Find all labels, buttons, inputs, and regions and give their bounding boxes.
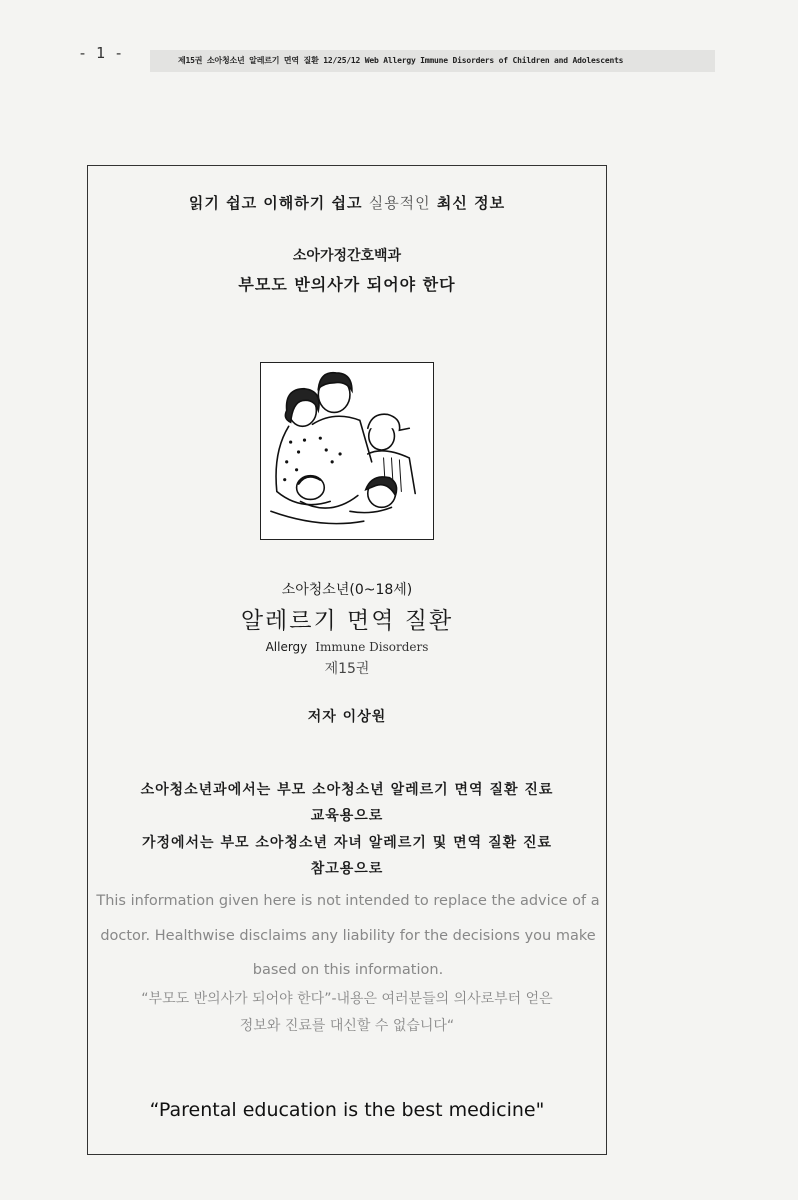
cover-frame xyxy=(87,165,607,1155)
korean-disclaimer-2: 정보와 진료를 대신할 수 없습니다“ xyxy=(239,1018,455,1034)
motto: “Parental education is the best medicine" xyxy=(149,1099,545,1121)
book-title: 알레르기 면역 질환 xyxy=(240,608,454,634)
korean-disclaimer-1: “부모도 반의사가 되어야 한다”-내용은 여러분들의 의사로부터 얻은 xyxy=(141,991,553,1007)
purpose-line-1: 소아청소년과에서는 부모 소아청소년 알레르기 면역 질환 진료 xyxy=(140,782,554,798)
page-number: - 1 - xyxy=(78,44,124,62)
series-name: 소아가정간호백과 xyxy=(292,248,402,264)
subtitle-immune: Immune Disorders xyxy=(315,640,429,654)
english-subtitle xyxy=(88,640,606,654)
tagline xyxy=(88,192,606,213)
running-header: 제15권 소아청소년 알레르기 면역 질환 12/25/12 Web Allergy Immune Disorders of Children and Adolescents xyxy=(178,56,624,65)
subtitle-allergy: Allergy xyxy=(265,640,308,654)
volume-number: 제15권 xyxy=(324,661,370,677)
tagline-light: 실용적인 xyxy=(368,194,431,212)
purpose-line-3: 가정에서는 부모 소아청소년 자녀 알레르기 및 면역 질환 진료 xyxy=(141,835,553,851)
tagline-bold-1: 읽기 쉽고 이해하기 쉽고 xyxy=(188,194,369,212)
purpose-line-2: 교육용으로 xyxy=(310,808,384,824)
slogan: 부모도 반의사가 되어야 한다 xyxy=(238,275,456,294)
tagline-bold-2: 최신 정보 xyxy=(430,194,506,212)
english-disclaimer: This information given here is not intended to replace the advice of a doctor. Healthwise disclaims any liability for the decisions you make based on this information. xyxy=(96,893,600,978)
family-illustration xyxy=(260,362,434,540)
age-range: 소아청소년(0~18세) xyxy=(281,582,413,598)
family-drawing-icon xyxy=(261,363,433,539)
purpose-line-4: 참고용으로 xyxy=(310,861,384,877)
author: 저자 이상원 xyxy=(307,709,387,725)
